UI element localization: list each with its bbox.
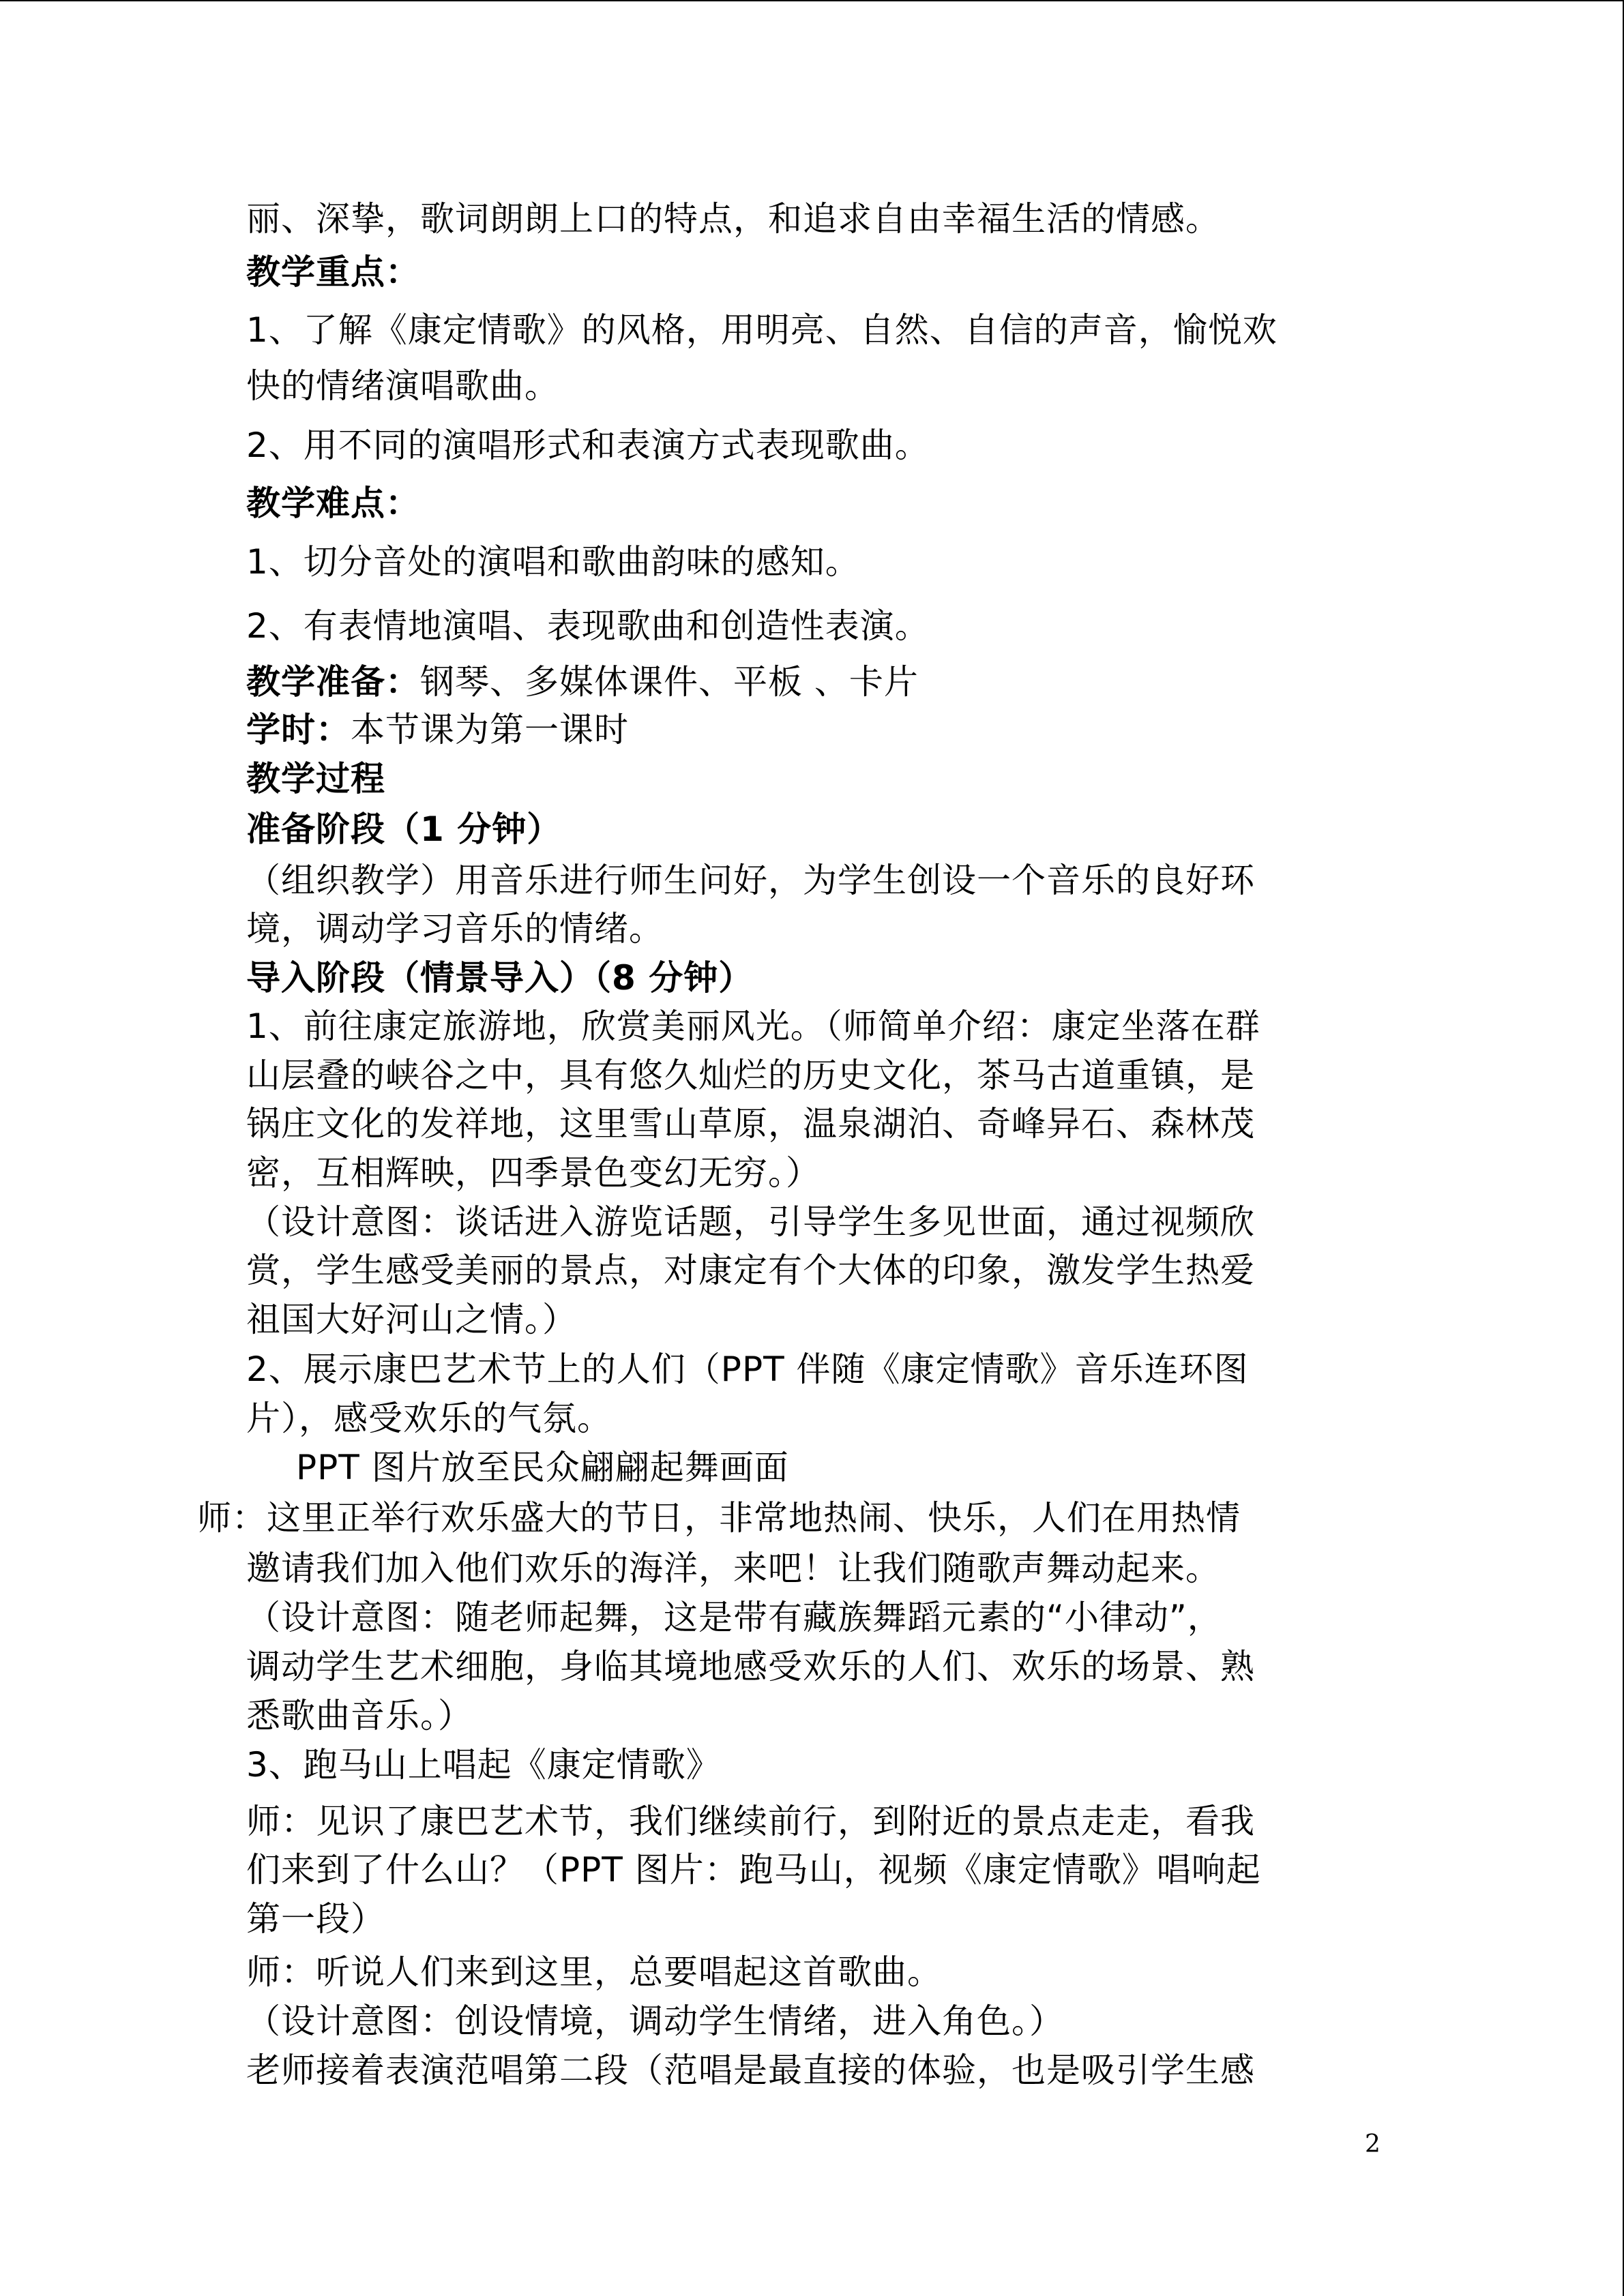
text-line-duration [246,709,629,750]
text-line: 片），感受欢乐的气氛。 [246,1399,612,1438]
text-line: 们来到了什么山？（PPT 图片：跑马山，视频《康定情歌》唱响起 [246,1850,1261,1890]
text-line: （设计意图：谈话进入游览话题，引导学生多见世面，通过视频欣 [246,1202,1255,1242]
duration-label: 学时： [246,710,351,749]
text-line: 2、有表情地演唱、表现歌曲和创造性表演。 [246,606,930,646]
preparation-value: 钢琴、多媒体课件、平板 、卡片 [420,662,919,702]
text-line: 1、了解《康定情歌》的风格，用明亮、自然、自信的声音，愉悦欢 [246,310,1278,350]
text-line: 老师接着表演范唱第二段（范唱是最直接的体验，也是吸引学生感 [246,2051,1255,2090]
text-line: 1、切分音处的演唱和歌曲韵味的感知。 [246,542,860,582]
text-line: 第一段） [246,1899,385,1939]
text-line: 师：听说人们来到这里，总要唱起这首歌曲。 [246,1952,942,1992]
section-heading-intro-stage: 导入阶段（情景导入）（8 分钟） [246,958,754,998]
text-line: 山层叠的峡谷之中，具有悠久灿烂的历史文化，茶马古道重镇，是 [246,1056,1255,1095]
text-line: 丽、深挚，歌词朗朗上口的特点，和追求自由幸福生活的情感。 [246,199,1220,239]
text-line: 1、前往康定旅游地，欣赏美丽风光。（师简单介绍：康定坐落在群 [246,1007,1260,1046]
text-line: 密，互相辉映，四季景色变幻无穷。） [246,1153,821,1193]
section-heading-process: 教学过程 [246,759,385,799]
text-line: （组织教学）用音乐进行师生问好，为学生创设一个音乐的良好环 [246,861,1255,900]
text-line: 境，调动学习音乐的情绪。 [246,909,664,949]
text-line: 2、用不同的演唱形式和表演方式表现歌曲。 [246,426,930,465]
section-heading-difficulties: 教学难点： [246,483,420,523]
text-line: 赏，学生感受美丽的景点，对康定有个大体的印象，激发学生热爱 [246,1251,1255,1290]
page-number: 2 [1365,2130,1381,2158]
preparation-label: 教学准备： [246,662,420,702]
text-line-preparation [246,661,919,702]
text-line: 调动学生艺术细胞，身临其境地感受欢乐的人们、欢乐的场景、熟 [246,1647,1255,1686]
text-line: 祖国大好河山之情。） [246,1300,577,1339]
text-line: 锅庄文化的发祥地，这里雪山草原，温泉湖泊、奇峰异石、森林茂 [246,1104,1255,1144]
text-line: （设计意图：创设情境，调动学生情绪，进入角色。） [246,2001,1064,2041]
text-line: 2、展示康巴艺术节上的人们（PPT 伴随《康定情歌》音乐连环图 [246,1350,1249,1389]
text-line: 师：见识了康巴艺术节，我们继续前行，到附近的景点走走，看我 [246,1802,1255,1841]
text-line: （设计意图：随老师起舞，这是带有藏族舞蹈元素的“小律动”， [246,1598,1222,1637]
section-heading-preparation-stage: 准备阶段（1 分钟） [246,809,562,849]
section-heading-key-points: 教学重点： [246,252,420,292]
duration-value: 本节课为第一课时 [351,710,629,749]
text-line: 快的情绪演唱歌曲。 [246,366,559,406]
text-line: 3、跑马山上唱起《康定情歌》 [246,1745,721,1785]
text-line-outdented: 师：这里正举行欢乐盛大的节日，非常地热闹、快乐，人们在用热情 [197,1498,1241,1538]
text-line: 邀请我们加入他们欢乐的海洋，来吧！让我们随歌声舞动起来。 [246,1549,1220,1588]
text-line-indented: PPT 图片放至民众翩翩起舞画面 [296,1448,789,1487]
text-line: 悉歌曲音乐。） [246,1696,473,1735]
